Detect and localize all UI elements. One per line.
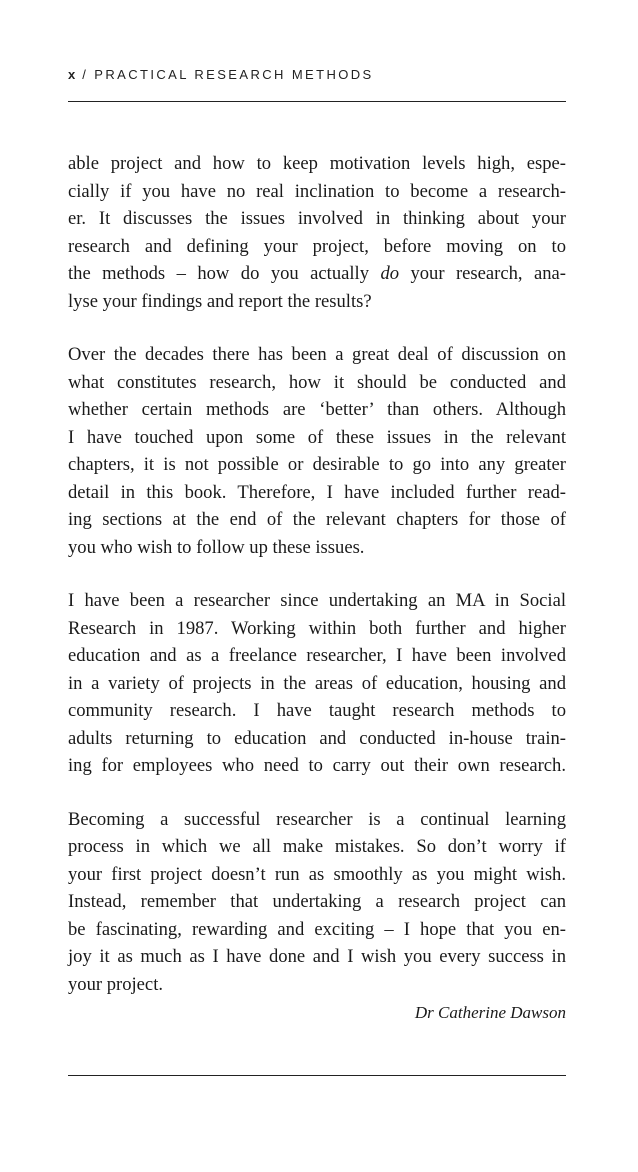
page-number: x: [68, 67, 77, 82]
text-line: whether certain methods are ‘better’ than others. Although: [68, 399, 566, 420]
text-line: Instead, remember that undertaking a research project can: [68, 891, 566, 912]
text-line: able project and how to keep motivation levels high, espe-: [68, 153, 566, 174]
text-run: the methods – how do you actually: [68, 263, 381, 284]
preface-body: [68, 150, 566, 1028]
text-line: ing sections at the end of the relevant chapters for those of: [68, 509, 566, 530]
emphasis-do: do: [380, 263, 400, 284]
paragraph: [68, 150, 566, 315]
author-signature: Dr Catherine Dawson: [414, 1003, 566, 1022]
text-line: your project.: [68, 973, 164, 995]
text-line: lyse your findings and report the results?: [68, 290, 372, 312]
text-line: Over the decades there has been a great deal of discussion on: [68, 344, 566, 365]
text-line: be fascinating, rewarding and exciting – I hope that you en-: [68, 918, 566, 940]
text-run: your research, ana-: [399, 263, 566, 284]
text-line: Becoming a successful researcher is a continual learning: [68, 808, 566, 830]
paragraph: [68, 806, 566, 999]
footer-rule: [68, 1075, 566, 1076]
running-head-separator: /: [82, 67, 89, 82]
text-line: [68, 260, 566, 288]
text-line: community research. I have taught research methods to: [68, 700, 566, 721]
text-line: detail in this book. Therefore, I have included further read-: [68, 481, 566, 503]
text-line: Research in 1987. Working within both further and higher: [68, 617, 566, 639]
text-line: ing for employees who need to carry out their own research.: [68, 755, 566, 776]
paragraph: [68, 587, 566, 780]
text-line: I have been a researcher since undertaking an MA in Social: [68, 590, 566, 611]
text-line: you who wish to follow up these issues.: [68, 536, 365, 558]
running-head: [68, 67, 568, 82]
text-line: er. It discusses the issues involved in thinking about your: [68, 208, 566, 229]
text-line: your first project doesn’t run as smoothly as you might wish.: [68, 863, 566, 885]
text-line: research and defining your project, before moving on to: [68, 235, 566, 257]
text-line: I have touched upon some of these issues in the relevant: [68, 426, 566, 448]
text-line: joy it as much as I have done and I wish you every success in: [68, 946, 566, 967]
text-line: process in which we all make mistakes. So don’t worry if: [68, 836, 566, 857]
text-line: cially if you have no real inclination to become a research-: [68, 180, 566, 202]
text-line: what constitutes research, how it should be conducted and: [68, 371, 566, 393]
paragraph: [68, 341, 566, 561]
text-line: in a variety of projects in the areas of education, housing and: [68, 672, 566, 694]
text-line: education and as a freelance researcher, I have been involved: [68, 645, 566, 666]
book-title: PRACTICAL RESEARCH METHODS: [94, 67, 374, 82]
text-line: chapters, it is not possible or desirable to go into any greater: [68, 454, 566, 475]
header-rule: [68, 101, 566, 102]
text-line: adults returning to education and conducted in-house train-: [68, 727, 566, 749]
